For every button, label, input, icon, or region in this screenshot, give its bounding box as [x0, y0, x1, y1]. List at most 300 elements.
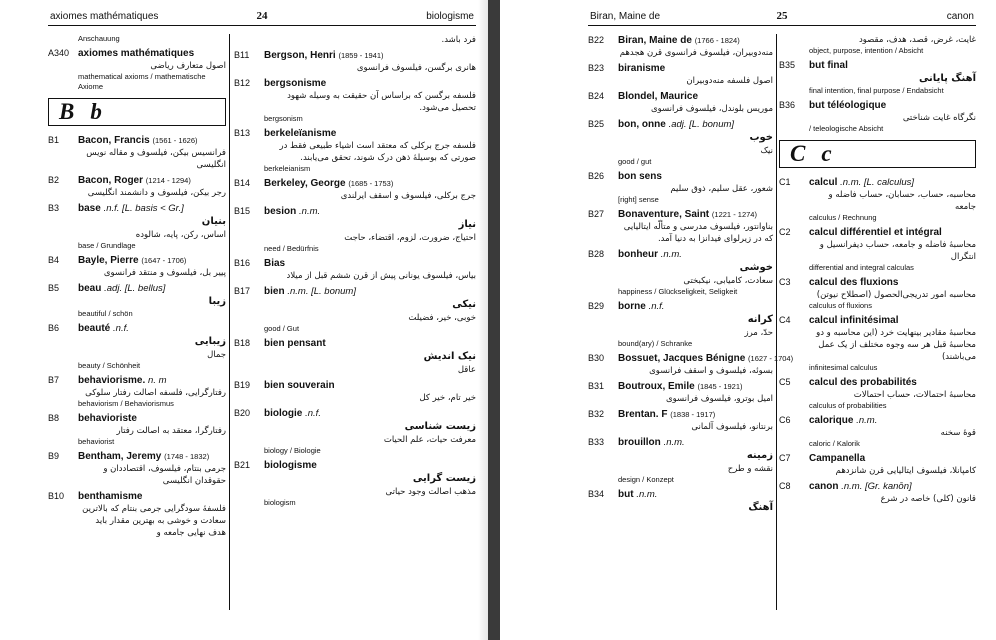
persian-definition: هانری برگسن، فیلسوف فرانسوی	[356, 63, 476, 73]
book-gutter	[488, 0, 500, 640]
persian-definition: موریس بلوندل، فیلسوف فرانسوی	[650, 104, 773, 114]
part-of-speech: .n.f. [L. basis < Gr.]	[103, 203, 184, 214]
dictionary-entry	[588, 300, 773, 349]
persian-definition: شعور، عقل سلیم، ذوق سلیم	[670, 184, 773, 194]
persian-equivalent: زیبا	[208, 296, 226, 307]
part-of-speech: .adj. [L. bellus]	[104, 283, 166, 294]
headword-text: canon	[809, 481, 839, 492]
entry-code: B12	[234, 78, 251, 88]
entry-code: C1	[779, 177, 791, 187]
page-number: 25	[776, 10, 788, 22]
dictionary-entry	[234, 379, 476, 404]
persian-definition: سعادت، کامیابی، نیکبختی	[683, 276, 773, 286]
entry-dates: (1647 - 1706)	[141, 256, 187, 265]
entry-code: C5	[779, 377, 791, 387]
persian-equivalent: آهنگ	[748, 502, 773, 513]
persian-definition: بسوئه، فیلسوف و اسقف فرانسوی	[649, 366, 773, 376]
entry-headword	[78, 450, 226, 463]
part-of-speech: .n.m.	[660, 249, 682, 260]
entry-headword	[264, 257, 476, 270]
persian-definition: خوبی، خیر، فضیلت	[408, 313, 476, 323]
persian-definition: جرج برکلی، فیلسوف و اسقف ایرلندی	[340, 191, 476, 201]
headword-text: base	[78, 203, 101, 214]
entry-headword	[809, 452, 976, 465]
entry-code: B1	[48, 135, 60, 145]
entry-code: B8	[48, 413, 60, 423]
entry-code: B3	[48, 203, 60, 213]
persian-definition: جرمی بنتام، فیلسوف، اقتصاددان و حقوقدان انگلیسی	[103, 464, 226, 486]
entry-headword	[809, 276, 976, 289]
header-first-term: Biran, Maine de	[590, 11, 661, 22]
translation-line: mathematical axioms / mathematische Axiome	[78, 72, 206, 91]
persian-definition: رفتارگرایی، فلسفه اصالت رفتار سلوکی	[85, 388, 226, 398]
part-of-speech: .n.f.	[305, 408, 321, 419]
entry-code: C4	[779, 315, 791, 325]
headword-text: brouillon	[618, 437, 661, 448]
headword-text: Boutroux, Emile	[618, 381, 695, 392]
headword-text: Bias	[264, 258, 286, 269]
dictionary-entry	[779, 226, 976, 273]
part-of-speech: .n.m.	[636, 489, 658, 500]
persian-equivalent: نیک اندیش	[423, 351, 476, 362]
persian-equivalent: آهنگ پایانی	[918, 73, 976, 84]
headword-text: calcul des probabilités	[809, 377, 917, 388]
persian-definition: غایت، غرض، قصد، هدف، مقصود	[859, 35, 976, 45]
persian-definition: پییر بل، فیلسوف و منتقد فرانسوی	[103, 268, 226, 278]
entry-headword	[618, 436, 773, 449]
dictionary-entry	[234, 407, 476, 456]
translation-line: calculus of probabilities	[809, 401, 887, 410]
entry-code: B29	[588, 301, 605, 311]
entry-headword	[264, 379, 476, 392]
entry-headword	[618, 90, 773, 103]
dictionary-entry	[234, 34, 476, 46]
page-header	[588, 10, 976, 26]
persian-definition: بیاس، فیلسوف یونانی پیش از قرن ششم قبل از میلاد	[286, 271, 476, 281]
entry-headword	[618, 380, 773, 393]
headword-text: Biran, Maine de	[618, 35, 692, 46]
headword-text: bon, onne	[618, 119, 666, 130]
entry-code: B31	[588, 381, 605, 391]
dictionary-entry	[779, 376, 976, 411]
right-page-column-2	[779, 34, 976, 636]
persian-definition: عاقل	[457, 365, 476, 375]
headword-text: calcul différentiel et intégral	[809, 227, 942, 238]
headword-text: Bergson, Henri	[264, 50, 336, 61]
entry-headword	[78, 282, 226, 295]
persian-definition: اساس، رکن، پایه، شالوده	[135, 230, 226, 240]
translation-line: berkeleianism	[264, 164, 311, 173]
dictionary-entry	[779, 480, 976, 505]
part-of-speech: .n.m.	[299, 206, 321, 217]
entry-headword	[264, 49, 476, 62]
entry-headword	[264, 459, 476, 472]
entry-headword	[618, 62, 773, 75]
headword-text: Blondel, Maurice	[618, 91, 699, 102]
header-last-term: canon	[946, 11, 974, 22]
translation-line: biologism	[264, 498, 296, 507]
headword-text: calcul infinitésimal	[809, 315, 899, 326]
entry-headword	[618, 352, 794, 365]
dictionary-entry	[234, 459, 476, 508]
letter-lowercase: b	[90, 99, 102, 124]
translation-line: bound(ary) / Schranke	[618, 339, 693, 348]
entry-headword	[78, 174, 226, 187]
entry-code: B20	[234, 408, 251, 418]
persian-definition: امیل بوترو، فیلسوف فرانسوی	[665, 394, 773, 404]
headword-text: but final	[809, 60, 848, 71]
dictionary-entry	[234, 337, 476, 376]
entry-code: B13	[234, 128, 251, 138]
entry-dates: (1685 - 1753)	[348, 179, 394, 188]
entry-dates: (1766 - 1824)	[694, 36, 740, 45]
headword-text: calorique	[809, 415, 854, 426]
headword-text: Bentham, Jeremy	[78, 451, 162, 462]
letter-uppercase: C	[790, 141, 806, 166]
translation-line: need / Bedürfnis	[264, 244, 319, 253]
dictionary-entry	[48, 254, 226, 279]
entry-code: B32	[588, 409, 605, 419]
persian-definition: محاسبهٔ فاضله و جامعه، حساب دیفرانسیل و انتگرال	[819, 240, 976, 262]
translation-line: [right] sense	[618, 195, 659, 204]
entry-code: B21	[234, 460, 251, 470]
dictionary-entry	[48, 412, 226, 447]
persian-definition: محاسبه، حساب، حسابان، حساب فاضله و جامعه	[828, 190, 976, 212]
dictionary-entry	[779, 99, 976, 134]
dictionary-entry	[234, 285, 476, 334]
translation-line: caloric / Kalorik	[809, 439, 860, 448]
persian-definition: قوهٔ سخنه	[940, 428, 976, 438]
entry-dates: (1214 - 1294)	[145, 176, 191, 185]
persian-definition: محاسبه امور تدریجی‌الحصول (اصطلاح نیوتن)	[816, 290, 976, 300]
persian-equivalent: زیست گرایی	[412, 473, 476, 484]
entry-code: B28	[588, 249, 605, 259]
translation-line: differential and integral calculas	[809, 263, 914, 272]
headword-text: bon sens	[618, 171, 662, 182]
headword-text: biologisme	[264, 460, 317, 471]
headword-text: beauté	[78, 323, 111, 334]
headword-text: calcul des fluxions	[809, 277, 899, 288]
entry-headword	[264, 337, 476, 350]
headword-text: biranisme	[618, 63, 666, 74]
dictionary-entry	[779, 34, 976, 56]
translation-line: good / Gut	[264, 324, 300, 333]
persian-definition: نقشه و طرح	[727, 464, 773, 474]
dictionary-entry	[48, 322, 226, 371]
entry-dates: (1838 - 1917)	[670, 410, 716, 419]
persian-definition: نیک	[760, 146, 773, 156]
letter-section-heading	[779, 140, 976, 168]
headword-text: borne	[618, 301, 646, 312]
dictionary-entry	[588, 488, 773, 515]
entry-code: B10	[48, 491, 65, 501]
entry-code: B17	[234, 286, 251, 296]
entry-code: B4	[48, 255, 60, 265]
persian-definition: برنتانو، فیلسوف آلمانی	[691, 422, 773, 432]
entry-headword	[264, 205, 476, 218]
persian-definition: جمال	[207, 350, 226, 360]
letter-section-heading	[48, 98, 226, 126]
entry-headword	[78, 47, 226, 60]
dictionary-entry	[588, 34, 773, 59]
persian-definition: فلسفه جرج برکلی که معتقد است اشیاء طبیعی فقط در صورتی که بوسیلهٔ ذهن درک شوند، تحقق می‌یابند.	[279, 141, 476, 163]
headword-text: Campanella	[809, 453, 866, 464]
dictionary-entry	[48, 374, 226, 409]
persian-definition: فرد باشد.	[441, 35, 476, 45]
column-divider	[776, 34, 777, 610]
translation-line: calculus / Rechnung	[809, 213, 877, 222]
entry-crossref: Anschauung	[78, 34, 120, 43]
translation-line: biology / Biologie	[264, 446, 321, 455]
dictionary-entry	[588, 118, 773, 167]
dictionary-entry	[234, 177, 476, 202]
dictionary-entry	[588, 436, 773, 485]
entry-code: B19	[234, 380, 251, 390]
entry-headword	[618, 208, 773, 221]
entry-headword	[618, 170, 773, 183]
entry-code: B36	[779, 100, 796, 110]
dictionary-entry	[234, 49, 476, 74]
dictionary-entry	[779, 414, 976, 449]
dictionary-entry	[588, 352, 794, 377]
part-of-speech: .n.m. [Gr. kanōn]	[841, 481, 912, 492]
entry-code: C7	[779, 453, 791, 463]
entry-code: B2	[48, 175, 60, 185]
entry-headword	[78, 374, 226, 387]
entry-code: B7	[48, 375, 60, 385]
persian-definition: بناوانتور، فیلسوف مدرسی و متألّه ایتالیایی که در زیرلوای فیدانزا به دنیا آمد.	[623, 222, 773, 244]
headword-text: bien souverain	[264, 380, 335, 391]
dictionary-entry	[48, 47, 226, 92]
entry-headword	[618, 248, 773, 261]
dictionary-entry	[588, 408, 773, 433]
entry-headword	[618, 118, 773, 131]
entry-code: B16	[234, 258, 251, 268]
persian-definition: فرانسیس بیکن، فیلسوف و مقاله نویس انگلیسی	[86, 148, 226, 170]
dictionary-entry	[234, 77, 476, 124]
letter-uppercase: B	[59, 99, 75, 124]
left-page	[48, 0, 476, 640]
entry-headword	[809, 376, 976, 389]
headword-text: bonheur	[618, 249, 658, 260]
dictionary-entry	[234, 127, 476, 174]
dictionary-entry	[588, 380, 773, 405]
entry-headword	[78, 412, 226, 425]
entry-code: B14	[234, 178, 251, 188]
persian-definition: معرفت حیات، علم الحیات	[383, 435, 476, 445]
translation-line: behaviorism / Behaviorismus	[78, 399, 174, 408]
entry-headword	[809, 414, 976, 427]
persian-equivalent: زیست شناسی	[404, 421, 476, 432]
persian-equivalent: کرانه	[747, 314, 773, 325]
dictionary-entry	[48, 450, 226, 487]
entry-code: A340	[48, 48, 70, 58]
dictionary-entry	[779, 276, 976, 311]
dictionary-entry	[588, 248, 773, 297]
part-of-speech: .n.f.	[648, 301, 665, 312]
headword-text: bien	[264, 286, 285, 297]
dictionary-entry	[48, 282, 226, 319]
dictionary-entry	[48, 134, 226, 171]
headword-text: besion	[264, 206, 297, 217]
dictionary-entry	[48, 202, 226, 251]
entry-dates: (1859 - 1941)	[338, 51, 384, 60]
headword-text: Brentan. F	[618, 409, 668, 420]
translation-line: / teleologische Absicht	[809, 124, 884, 133]
headword-text: axiomes mathématiques	[78, 48, 195, 59]
persian-definition: اصول فلسفه منه‌دوبیران	[686, 76, 773, 86]
part-of-speech: .adj. [L. bonum]	[668, 119, 735, 130]
dictionary-entry	[48, 174, 226, 199]
persian-definition: فلسفهٔ سودگرایی جرمی بنتام که بالاترین سعادت و خوشی به بهترین مقدار باید هدف نهایی جامعه و	[82, 504, 226, 538]
persian-definition: مذهب اصالت وجود حیاتی	[385, 487, 476, 497]
persian-definition: محاسبهٔ احتمالات، حساب احتمالات	[853, 390, 976, 400]
entry-headword	[809, 480, 976, 493]
entry-code: B30	[588, 353, 605, 363]
persian-definition: رفتارگرا، معتقد به اصالت رفتار	[116, 426, 226, 436]
translation-line: calculus of fluxions	[809, 301, 872, 310]
entry-code: C6	[779, 415, 791, 425]
entry-code: B27	[588, 209, 605, 219]
persian-definition: کامپانلا، فیلسوف ایتالیایی قرن شانزدهم	[835, 466, 976, 476]
persian-definition: رجر بیکن، فیلسوف و دانشمند انگلیسی	[87, 188, 226, 198]
part-of-speech: .n.m.	[663, 437, 685, 448]
persian-definition: احتیاج، ضرورت، لزوم، اقتضاء، حاجت	[344, 233, 476, 243]
entry-code: B5	[48, 283, 60, 293]
part-of-speech: .n.m.	[856, 415, 878, 426]
headword-text: calcul	[809, 177, 838, 188]
entry-code: C3	[779, 277, 791, 287]
persian-definition: نگرگاه غایت شناختی	[902, 113, 976, 123]
left-page-column-1	[48, 34, 226, 636]
entry-code: B23	[588, 63, 605, 73]
column-divider	[229, 34, 230, 610]
entry-code: B18	[234, 338, 251, 348]
entry-code: B26	[588, 171, 605, 181]
letter-lowercase: c	[821, 141, 832, 166]
headword-text: beau	[78, 283, 102, 294]
entry-headword	[809, 314, 976, 327]
entry-headword	[264, 77, 476, 90]
page-number: 24	[256, 10, 268, 22]
dictionary-entry	[234, 257, 476, 282]
entry-code: B22	[588, 35, 605, 45]
translation-line: object, purpose, intention / Absicht	[809, 46, 924, 55]
headword-text: Bacon, Francis	[78, 135, 150, 146]
persian-definition: فلسفه برگسن که براساس آن حقیقت به وسیله شهود تحصیل می‌شود.	[287, 91, 476, 113]
header-last-term: biologisme	[426, 11, 474, 22]
headword-text: Berkeley, George	[264, 178, 346, 189]
entry-dates: (1221 - 1274)	[711, 210, 757, 219]
entry-headword	[78, 490, 226, 503]
entry-headword	[618, 300, 773, 313]
entry-dates: (1627 - 1704)	[748, 354, 794, 363]
entry-code: B11	[234, 50, 250, 60]
entry-code: B35	[779, 60, 796, 70]
dictionary-entry	[779, 176, 976, 223]
right-page	[588, 0, 976, 640]
entry-code: C8	[779, 481, 791, 491]
part-of-speech: .n.f.	[113, 323, 129, 334]
translation-line: good / gut	[618, 157, 652, 166]
persian-equivalent: نیکی	[452, 299, 476, 310]
entry-code: B9	[48, 451, 60, 461]
entry-headword	[264, 407, 476, 420]
translation-line: base / Grundlage	[78, 241, 136, 250]
dictionary-entry	[588, 90, 773, 115]
persian-definition: منه‌دوبیران، فیلسوف فرانسوی قرن هجدهم	[619, 48, 773, 58]
persian-definition: قانون (کلی) خاصه در شرع	[880, 494, 976, 504]
entry-headword	[78, 322, 226, 335]
headword-text: behaviorisme.	[78, 375, 146, 386]
headword-text: Bacon, Roger	[78, 175, 144, 186]
headword-text: berkeleïanisme	[264, 128, 337, 139]
headword-text: Bonaventure, Saint	[618, 209, 710, 220]
entry-headword	[809, 99, 976, 112]
entry-code: B24	[588, 91, 605, 101]
entry-code: B6	[48, 323, 60, 333]
entry-headword	[809, 59, 976, 72]
entry-headword	[618, 34, 773, 47]
persian-equivalent: خوب	[749, 132, 773, 143]
dictionary-entry	[588, 62, 773, 87]
dictionary-entry	[234, 205, 476, 254]
entry-headword	[264, 127, 476, 140]
translation-line: beauty / Schönheit	[78, 361, 141, 370]
translation-line: final intention, final purpose / Endabsicht	[809, 86, 944, 95]
entry-headword	[264, 285, 476, 298]
entry-code: B15	[234, 206, 251, 216]
dictionary-entry	[588, 208, 773, 245]
entry-headword	[618, 488, 773, 501]
entry-headword	[78, 254, 226, 267]
headword-text: biologie	[264, 408, 303, 419]
persian-definition: حدّ، مرز	[744, 328, 773, 338]
entry-dates: (1561 - 1626)	[152, 136, 198, 145]
part-of-speech: .n.m. [L. bonum]	[287, 286, 356, 297]
headword-text: behavioriste	[78, 413, 137, 424]
entry-headword	[264, 177, 476, 190]
entry-dates: (1748 - 1832)	[164, 452, 210, 461]
translation-line: design / Konzept	[618, 475, 674, 484]
entry-headword	[78, 202, 226, 215]
entry-code: B34	[588, 489, 605, 499]
persian-definition: خیر تام، خیر کل	[419, 393, 476, 403]
headword-text: but	[618, 489, 634, 500]
entry-headword	[618, 408, 773, 421]
dictionary-entry	[588, 170, 773, 205]
dictionary-entry	[779, 59, 976, 96]
persian-equivalent: زمینه	[746, 450, 773, 461]
dictionary-entry	[48, 34, 226, 44]
translation-line: infinitesimal calculus	[809, 363, 878, 372]
left-page-column-2	[234, 34, 476, 636]
entry-code: B33	[588, 437, 605, 447]
persian-equivalent: بنیان	[201, 216, 226, 227]
header-first-term: axiomes mathématiques	[50, 11, 159, 22]
headword-text: bergsonisme	[264, 78, 327, 89]
part-of-speech: n. m	[148, 375, 167, 386]
entry-dates: (1845 - 1921)	[697, 382, 743, 391]
translation-line: beautiful / schön	[78, 309, 133, 318]
headword-text: Bossuet, Jacques Bénigne	[618, 353, 746, 364]
entry-headword	[809, 176, 976, 189]
part-of-speech: .n.m. [L. calculus]	[840, 177, 915, 188]
dictionary-entry	[779, 452, 976, 477]
persian-definition: محاسبهٔ مقادیر بینهایت خرد (این محاسبه و دو محاسبهٔ قبل هر سه وجوه مختلف از یک عمل می‌باشند)	[816, 328, 976, 362]
entry-code: C2	[779, 227, 791, 237]
dictionary-entry	[48, 490, 226, 539]
